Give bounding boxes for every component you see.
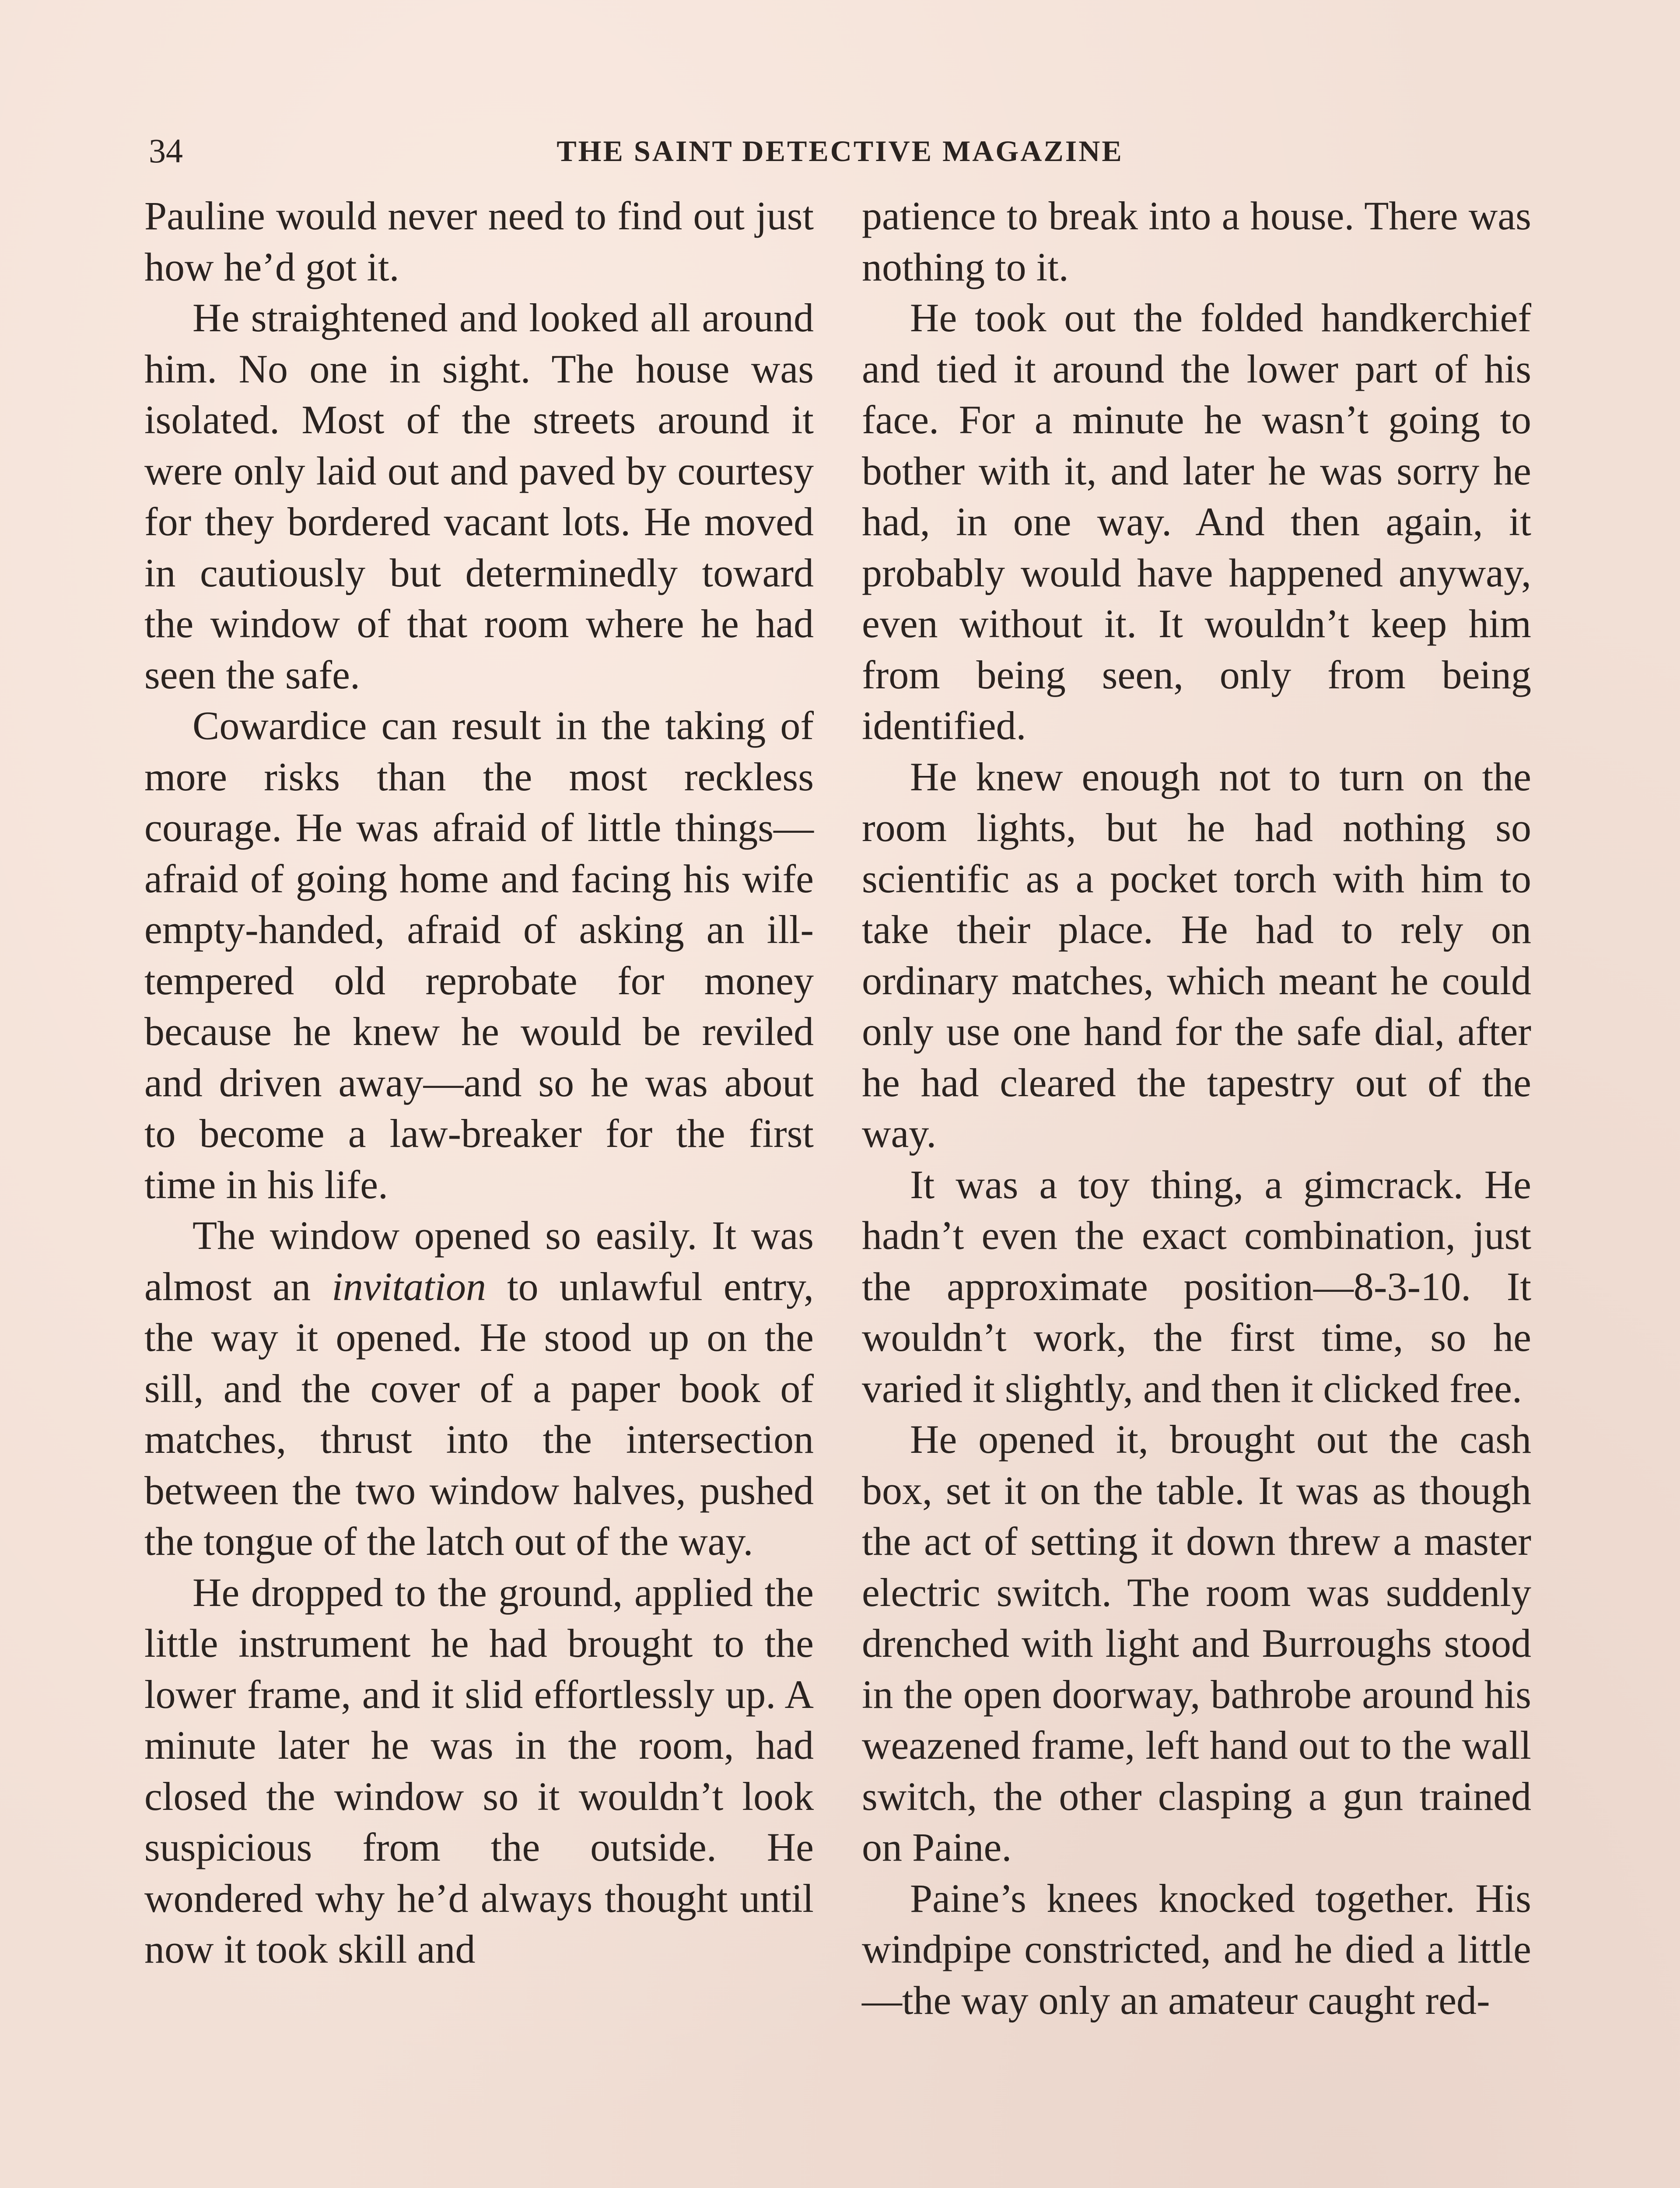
- left-text-column: [144, 190, 814, 1975]
- paragraph: He took out the folded handkerchief and tied it around the lower part of his face. For a minute he wasn’t going to bother with it, and later he was sorry he had, in one way. And then again, it probably would have happened anyway, even without it. It wouldn’t keep him from being seen, only from being identified.: [862, 295, 1531, 748]
- paragraph: Cowardice can result in the taking of more risks than the most reckless courage. He was afraid of little things—afraid of going home and facing his wife empty-handed, afraid of asking an ill-tempered old reprobate for money because he knew he would be reviled and driven away—and so he was about to become a law-breaker for the first time in his life.: [144, 703, 814, 1207]
- paragraph-text: The window opened so easily. It was almost an: [144, 1213, 814, 1309]
- paragraph: He knew enough not to turn on the room lights, but he had nothing so scientific as a pocket torch with him to take their place. He had to rely on ordinary matches, which meant he could only use one hand for the safe dial, after he had cleared the tapestry out of the way.: [862, 754, 1531, 1156]
- paragraph-text: to unlawful entry, the way it opened. He stood up on the sill, and the cover of a paper book of matches, thrust into the intersection between the two window halves, pushed the tongue of the latch out of the way.: [144, 1264, 814, 1564]
- right-text-column: [862, 190, 1531, 2026]
- paragraph: patience to break into a house. There was nothing to it.: [862, 193, 1531, 289]
- italic-word: invitation: [332, 1264, 486, 1309]
- page-header: [149, 131, 1531, 171]
- paragraph: [144, 1210, 814, 1567]
- paragraph: Paine’s knees knocked together. His windpipe constricted, and he died a little—the way only an amateur caught red-: [862, 1876, 1531, 2023]
- magazine-title: THE SAINT DETECTIVE MAGAZINE: [556, 134, 1124, 168]
- paragraph: It was a toy thing, a gimcrack. He hadn’t even the exact combination, just the approximate position—8-3-10. It wouldn’t work, the first time, so he varied it slightly, and then it clicked free.: [862, 1162, 1531, 1411]
- paragraph: He straightened and looked all around him. No one in sight. The house was isolated. Most of the streets around it were only laid out and paved by courtesy for they bordered vacant lots. He moved in cautiously but determinedly toward the window of that room where he had seen the safe.: [144, 295, 814, 697]
- page-number: 34: [149, 132, 183, 170]
- paragraph: He dropped to the ground, applied the little instrument he had brought to the lower frame, and it slid effortlessly up. A minute later he was in the room, had closed the window so it wouldn’t look suspicious from the outside. He wondered why he’d always thought until now it took skill and: [144, 1570, 814, 1971]
- paragraph: Pauline would never need to find out just how he’d got it.: [144, 193, 814, 289]
- paragraph: He opened it, brought out the cash box, set it on the table. It was as though the act of setting it down threw a master electric switch. The room was suddenly drenched with light and Burroughs stood in the open doorway, bathrobe around his weazened frame, left hand out to the wall switch, the other clasping a gun trained on Paine.: [862, 1417, 1531, 1869]
